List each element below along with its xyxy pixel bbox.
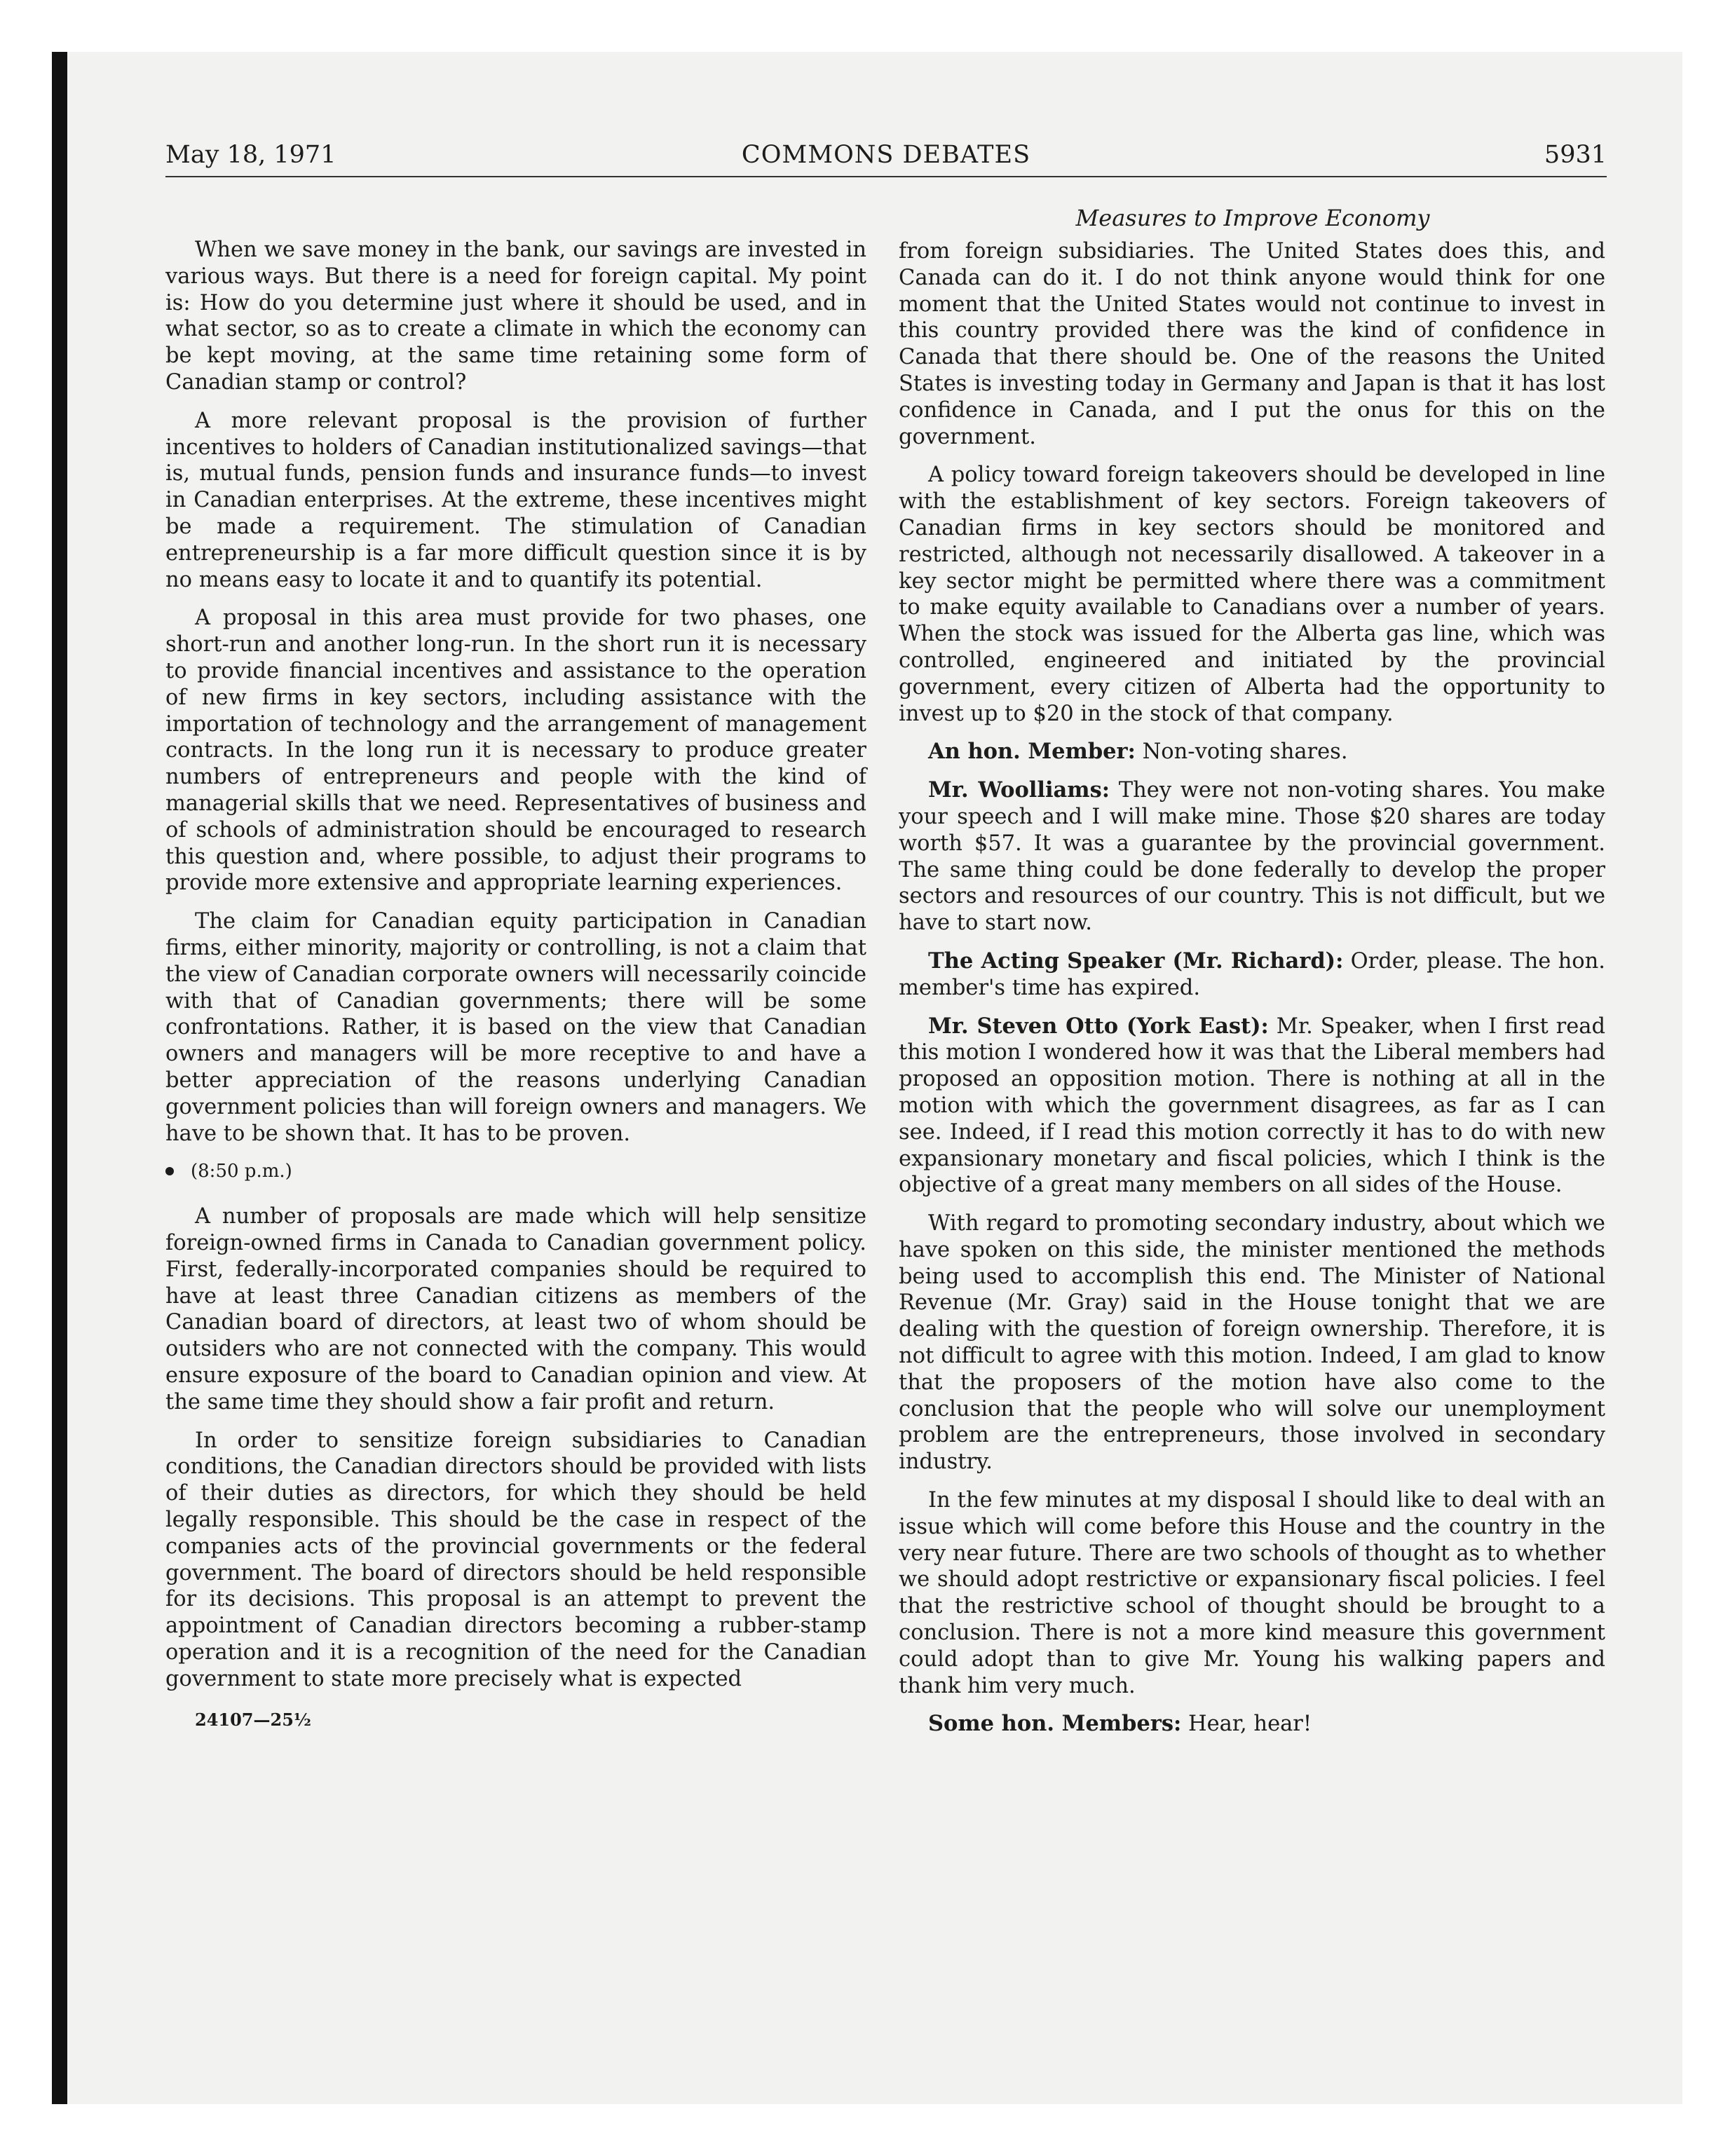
right-column <box>899 238 1605 1749</box>
time-stamp: (8:50 p.m.) <box>191 1161 292 1182</box>
speech-text: Hear, hear! <box>1188 1712 1312 1737</box>
speaker-name: An hon. Member: <box>928 739 1136 765</box>
speech-text: Non-voting shares. <box>1142 739 1348 765</box>
page-number: 5931 <box>1544 141 1607 169</box>
speech <box>899 948 1605 1002</box>
paragraph: from foreign subsidiaries. The United States does this, and Canada can do it. I do not think anyone would think for one moment that the United States would not continue to invest in this country provided there was the kind of confidence in Canada that there should be. One of the reasons the United States is investing today in Germany and Japan is that it has lost confidence in Canada, and I put the onus for this on the government. <box>899 239 1605 449</box>
paragraph: The claim for Canadian equity participation in Canadian firms, either minority, majority or controlling, is not a claim that the view of Canadian corporate owners will necessarily coincide with that of Canadian governments; there will be some confrontations. Rather, it is based on the view that Canadian owners and managers will be more receptive to and have a better appreciation of the reasons underlying Canadian government policies than will foreign owners and managers. We have to be shown that. It has to be proven. <box>165 909 866 1146</box>
speech-text: Order, please. The hon. member's time has expired. <box>899 948 1605 1000</box>
speech-text: Mr. Speaker, when I first read this motion I wondered how it was that the Liberal members had proposed an opposition motion. There is nothing at all in the motion with which the government disagrees, as far as I can see. Indeed, if I read this motion correctly it has to do with new expansionary monetary and fiscal policies, which I think is the objective of a great many members on all sides of the House. <box>899 1014 1605 1198</box>
paragraph: A more relevant proposal is the provision of further incentives to holders of Canadian institutionalized savings—that is, mutual funds, pension funds and insurance funds—to invest in Canadian enterprises. At the extreme, these incentives might be made a requirement. The stimulation of Canadian entrepreneurship is a far more difficult question since it is by no means easy to locate it and to quantify its potential. <box>165 408 866 592</box>
speech <box>899 777 1605 936</box>
speech <box>899 1014 1605 1199</box>
bullet-icon <box>165 1167 174 1175</box>
speaker-name: Mr. Woolliams: <box>928 777 1110 803</box>
time-marker <box>165 1159 866 1184</box>
running-head: Measures to Improve Economy <box>1075 205 1430 231</box>
paragraph: A policy toward foreign takeovers should be developed in line with the establishment of key sectors. Foreign takeovers of Canadian firms in key sectors should be monitored and restricted, although not necessarily disallowed. A takeover in a key sector might be permitted where there was a commitment to make equity available to Canadians over a number of years. When the stock was issued for the Alberta gas line, which was controlled, engineered and initiated by the provincial government, every citizen of Alberta had the opportunity to invest up to $20 in the stock of that company. <box>899 463 1605 726</box>
paragraph: A proposal in this area must provide for two phases, one short-run and another long-run. In the short run it is necessary to provide financial incentives and assistance to the operation of new firms in key sectors, including assistance with the importation of technology and the arrangement of management contracts. In the long run it is necessary to produce greater numbers of entrepreneurs and people with the kind of managerial skills that we need. Representatives of business and of schools of administration should be encouraged to research this question and, where possible, to adjust their programs to provide more extensive and appropriate learning experiences. <box>165 606 866 896</box>
print-code: 24107—25½ <box>195 1709 311 1730</box>
speech-text: They were not non-voting shares. You make your speech and I will make mine. Those $20 shares are today worth $57. It was a guarantee by the provincial government. The same thing could be done federally to develop the proper sectors and resources of our country. This is not difficult, but we have to start now. <box>899 778 1605 936</box>
speaker-name: Mr. Steven Otto (York East): <box>928 1013 1269 1039</box>
speaker-name: The Acting Speaker (Mr. Richard): <box>928 948 1344 974</box>
paragraph: With regard to promoting secondary industry, about which we have spoken on this side, the minister mentioned the methods being used to accomplish this end. The Minister of National Revenue (Mr. Gray) said in the House tonight that we are dealing with the question of foreign ownership. Therefore, it is not difficult to agree with this motion. Indeed, I am glad to know that the proposers of the motion have also come to the conclusion that the people who will solve our unemployment problem are the entrepreneurs, those involved in secondary industry. <box>899 1211 1605 1475</box>
speech-interjection <box>899 739 1605 765</box>
paragraph: In the few minutes at my disposal I should like to deal with an issue which will come before this House and the country in the very near future. There are two schools of thought as to whether we should adopt restrictive or expansionary fiscal policies. I feel that the restrictive school of thought should be brought to a conclusion. There is not a more kind measure this government could adopt than to give Mr. Young his walking papers and thank him very much. <box>899 1488 1605 1698</box>
paragraph: A number of proposals are made which will help sensitize foreign-owned firms in Canada to Canadian government policy. First, federally-incorporated companies should be required to have at least three Canadian citizens as members of the Canadian board of directors, at least two of whom should be outsiders who are not connected with the company. This would ensure exposure of the board to Canadian opinion and view. At the same time they should show a fair profit and return. <box>165 1204 866 1414</box>
publication-title: COMMONS DEBATES <box>741 141 1031 169</box>
left-column <box>165 237 866 1733</box>
paragraph: When we save money in the bank, our savings are invested in various ways. But there is a need for foreign capital. My point is: How do you determine just where it should be used, and in what sector, so as to create a climate in which the economy can be kept moving, at the same time retaining some form of Canadian stamp or control? <box>165 238 866 395</box>
speech-interjection <box>899 1711 1605 1738</box>
page-header <box>165 141 1607 177</box>
header-date: May 18, 1971 <box>165 141 336 169</box>
scan-edge-bar <box>52 52 67 2104</box>
paragraph: In order to sensitize foreign subsidiaries to Canadian conditions, the Canadian directors should be provided with lists of their duties as directors, for which they should be held legally responsible. This should be the case in respect of the companies acts of the provincial governments or the federal government. The board of directors should be held responsible for its decisions. This proposal is an attempt to prevent the appointment of Canadian directors becoming a rubber-stamp operation and it is a recognition of the need for the Canadian government to state more precisely what is expected <box>165 1428 866 1691</box>
speaker-name: Some hon. Members: <box>928 1711 1182 1737</box>
